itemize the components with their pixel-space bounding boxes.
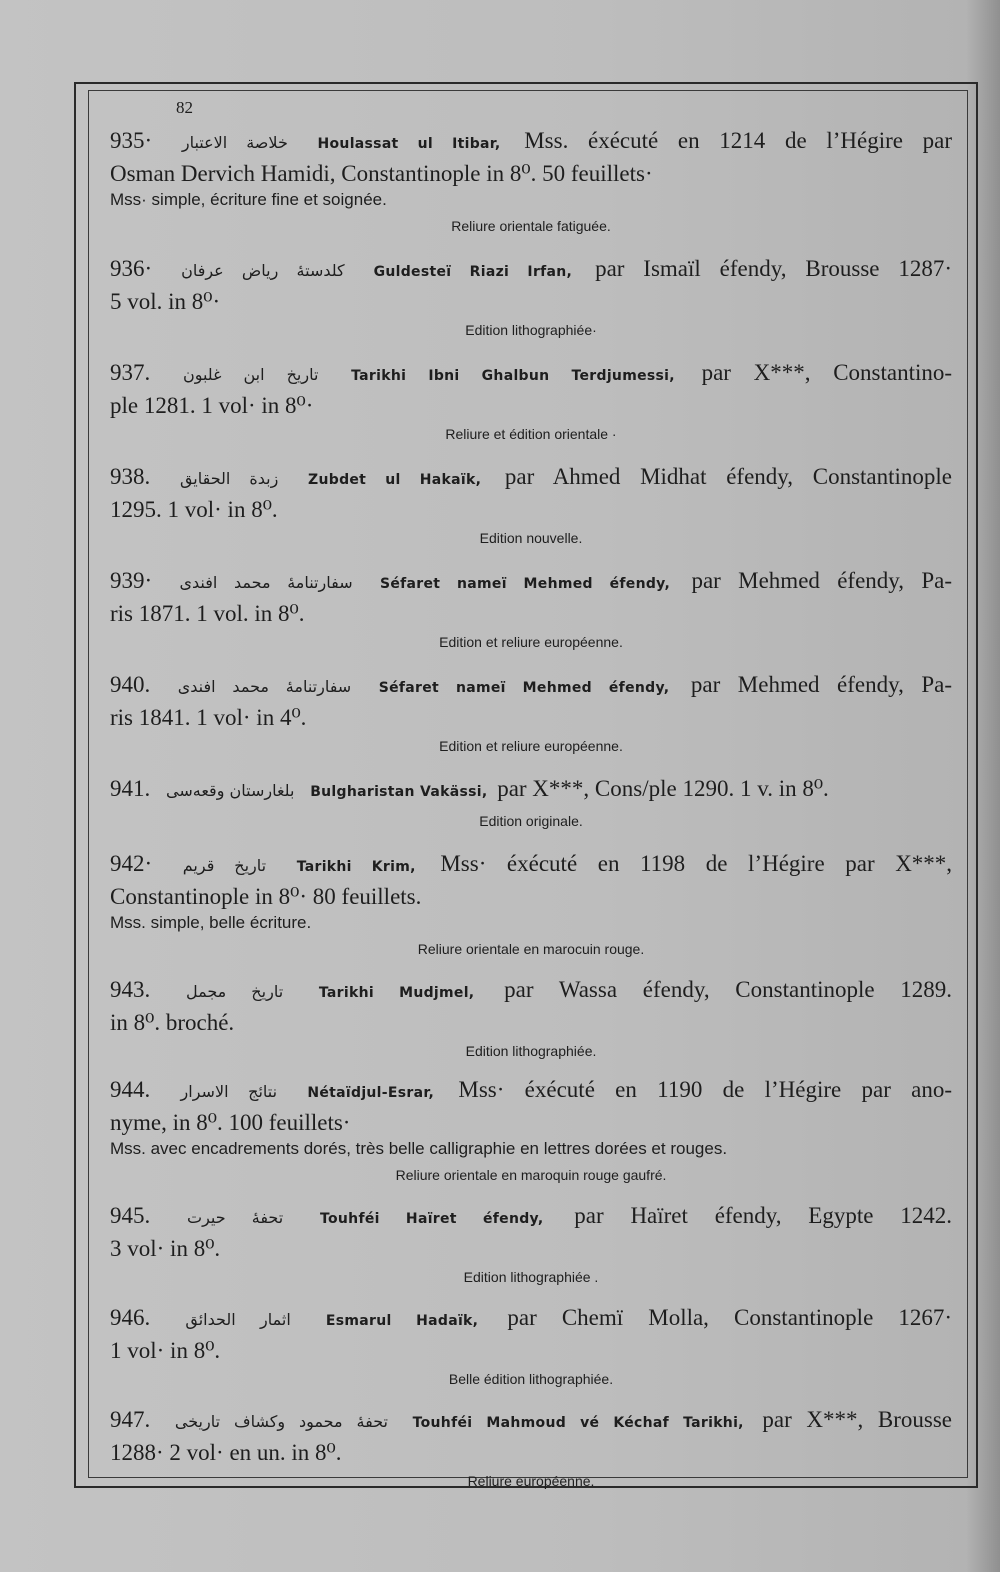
catalogue-entry <box>110 849 952 959</box>
entry-details: par Mehmed éfendy, Pa- <box>691 568 953 593</box>
transliterated-title: Esmarul Hadaïk, <box>325 1313 479 1329</box>
entry-details: Mss· éxécuté en 1198 de l’Hégire par X***, <box>440 851 953 876</box>
arabic-title: تاريخ مجمل <box>185 982 284 1001</box>
transliterated-title: Tarikhi Ibni Ghalbun Terdjumessi, <box>351 368 675 384</box>
entry-description: Mss· simple, écriture fine et soignée. <box>110 190 387 209</box>
transliterated-title: Séfaret nameï Mehmed éfendy, <box>378 680 670 696</box>
entry-binding-note: Edition originale. <box>479 813 583 829</box>
transliterated-title: Bulgharistan Vakässi, <box>310 784 488 800</box>
entry-details: par X***, Cons/ple 1290. 1 v. in 8⁰. <box>497 776 829 801</box>
catalogue-entry <box>110 566 952 652</box>
entry-title-line <box>110 1201 952 1234</box>
entry-binding-note: Edition lithographiée· <box>465 322 597 338</box>
entry-number: 938. <box>110 464 151 489</box>
entry-number: 943. <box>110 977 151 1002</box>
catalogue-entry <box>110 670 952 756</box>
entry-continuation-line: Constantinople in 8⁰· 80 feuillets. <box>110 884 422 909</box>
entry-binding-note: Edition et reliure européenne. <box>439 738 623 754</box>
catalogue-entry <box>110 126 952 236</box>
catalogue-entry <box>110 1201 952 1287</box>
entry-title-line <box>110 1303 952 1336</box>
transliterated-title: Nétaïdjul-Esrar, <box>307 1085 435 1101</box>
arabic-title: زبدة الحقايق <box>179 469 279 488</box>
arabic-title: تاريخ ابن غلبون <box>182 365 319 384</box>
entry-details: par X***, Brousse <box>762 1407 953 1432</box>
arabic-title: سفارتنامهٔ محمد افندی <box>177 677 352 696</box>
entry-details: par Mehmed éfendy, Pa- <box>690 672 953 697</box>
entry-binding-note: Edition nouvelle. <box>479 530 583 546</box>
entry-description: Mss. simple, belle écriture. <box>110 913 312 932</box>
entry-number: 940. <box>110 672 151 697</box>
entry-binding-note: Edition lithographiée. <box>465 1043 597 1059</box>
transliterated-title: Touhféi Haïret éfendy, <box>320 1211 544 1227</box>
catalogue-entry <box>110 975 952 1061</box>
arabic-title: نتائج الاسرار <box>180 1082 278 1101</box>
catalogue-entry <box>110 1405 952 1491</box>
entry-details: par X***, Constantino- <box>701 360 953 385</box>
entry-binding-note: Edition lithographiée . <box>463 1269 599 1285</box>
entry-number: 935· <box>110 128 153 153</box>
entry-binding-note: Edition et reliure européenne. <box>439 634 623 650</box>
entry-number: 942· <box>110 851 153 876</box>
catalogue-entry <box>110 1303 952 1389</box>
entry-binding-note: Reliure européenne. <box>467 1473 595 1489</box>
entry-number: 941. <box>110 776 151 801</box>
arabic-title: خلاصة الاعتبار <box>181 133 288 152</box>
entry-title-line <box>110 566 952 599</box>
catalogue-entry <box>110 358 952 444</box>
arabic-title: كلدستهٔ رياض عرفان <box>181 261 345 280</box>
transliterated-title: Touhféi Mahmoud vé Kéchaf Tarikhi, <box>412 1415 744 1431</box>
entry-continuation-line: in 8⁰. broché. <box>110 1010 235 1035</box>
transliterated-title: Tarikhi Mudjmel, <box>318 985 475 1001</box>
transliterated-title: Guldesteï Riazi Irfan, <box>373 264 573 280</box>
arabic-title: تحفهٔ محمود وكشاف تاريخی <box>174 1412 388 1431</box>
entry-title-line <box>110 849 952 882</box>
entry-number: 945. <box>110 1203 151 1228</box>
entry-details: Mss. éxécuté en 1214 de l’Hégire par <box>524 128 952 153</box>
entry-title-line <box>110 358 952 391</box>
arabic-title: تحفهٔ حيرت <box>187 1208 284 1227</box>
entry-number: 947. <box>110 1407 151 1432</box>
entry-title-line <box>110 670 952 703</box>
entry-continuation-line: ple 1281. 1 vol· in 8⁰· <box>110 393 314 418</box>
entry-binding-note: Reliure orientale en marocuin rouge. <box>417 941 645 957</box>
catalogue-entry <box>110 774 952 831</box>
entry-title-line <box>110 1405 952 1438</box>
transliterated-title: Houlassat ul Itibar, <box>317 136 501 152</box>
entry-continuation-line: 1288· 2 vol· en un. in 8⁰. <box>110 1440 342 1465</box>
entry-continuation-line: 1 vol· in 8⁰. <box>110 1338 221 1363</box>
arabic-title: تاريخ قريم <box>182 856 267 875</box>
transliterated-title: Tarikhi Krim, <box>296 859 416 875</box>
entry-continuation-line: 3 vol· in 8⁰. <box>110 1236 221 1261</box>
transliterated-title: Zubdet ul Hakaïk, <box>308 472 482 488</box>
entry-title-line <box>110 126 952 159</box>
entry-title-line <box>110 462 952 495</box>
arabic-title: سفارتنامهٔ محمد افندی <box>179 573 353 592</box>
entry-description: Mss. avec encadrements dorés, très belle calligraphie en lettres dorées et rouges. <box>110 1139 728 1158</box>
arabic-title: بلغارستان وقعه‌سی <box>166 781 295 800</box>
entry-details: par Chemï Molla, Constantinople 1267· <box>507 1305 953 1330</box>
entry-number: 939· <box>110 568 153 593</box>
entry-title-line <box>110 1075 952 1108</box>
entry-continuation-line: 1295. 1 vol· in 8⁰. <box>110 497 278 522</box>
entry-continuation-line: 5 vol. in 8⁰· <box>110 289 221 314</box>
entry-number: 936· <box>110 256 153 281</box>
entries-list <box>110 126 952 1491</box>
entry-binding-note: Reliure et édition orientale · <box>445 426 617 442</box>
entry-binding-note: Belle édition lithographiée. <box>448 1371 614 1387</box>
catalogue-content <box>110 98 952 1491</box>
page-number: 82 <box>176 98 193 117</box>
entry-title-line <box>110 975 952 1008</box>
entry-details: par Ismaïl éfendy, Brousse 1287· <box>595 256 953 281</box>
catalogue-entry <box>110 462 952 548</box>
entry-continuation-line: ris 1871. 1 vol. in 8⁰. <box>110 601 305 626</box>
entry-binding-note: Reliure orientale en maroquin rouge gaufré. <box>395 1167 667 1183</box>
entry-continuation-line: ris 1841. 1 vol· in 4⁰. <box>110 705 307 730</box>
entry-title-line <box>110 774 952 807</box>
entry-number: 946. <box>110 1305 151 1330</box>
entry-details: par Wassa éfendy, Constantinople 1289. <box>504 977 953 1002</box>
entry-title-line <box>110 254 952 287</box>
entry-number: 944. <box>110 1077 151 1102</box>
entry-details: par Haïret éfendy, Egypte 1242. <box>574 1203 952 1228</box>
entry-details: Mss· éxécuté en 1190 de l’Hégire par ano- <box>458 1077 952 1102</box>
catalogue-entry <box>110 254 952 340</box>
arabic-title: اثمار الحدائق <box>185 1310 291 1329</box>
entry-binding-note: Reliure orientale fatiguée. <box>451 218 611 234</box>
entry-number: 937. <box>110 360 151 385</box>
entry-details: par Ahmed Midhat éfendy, Constantinople <box>504 464 952 489</box>
entry-continuation-line: Osman Dervich Hamidi, Constantinople in 8⁰. 50 feuillets· <box>110 161 653 186</box>
entry-continuation-line: nyme, in 8⁰. 100 feuillets· <box>110 1110 351 1135</box>
transliterated-title: Séfaret nameï Mehmed éfendy, <box>379 576 671 592</box>
catalogue-entry <box>110 1075 952 1185</box>
